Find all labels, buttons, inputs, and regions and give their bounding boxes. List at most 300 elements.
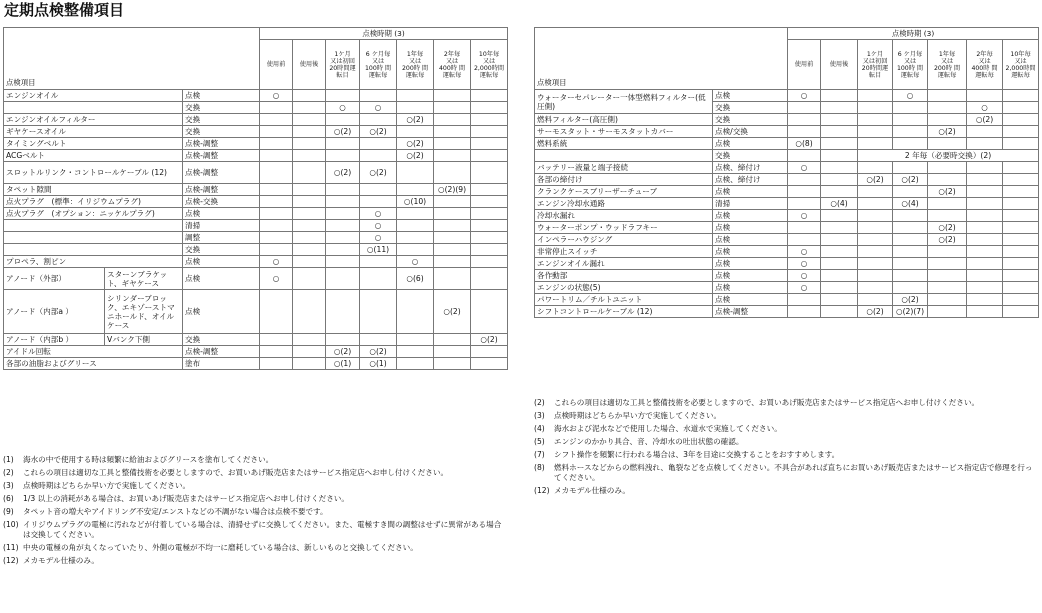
item-name: アノード（内部a ）	[4, 290, 105, 334]
schedule-mark: ○(2)	[360, 346, 397, 358]
schedule-mark	[821, 138, 858, 150]
schedule-mark	[434, 196, 471, 208]
item-action: 交換	[183, 244, 260, 256]
schedule-mark	[360, 268, 397, 290]
schedule-mark	[260, 334, 293, 346]
footnote	[3, 455, 507, 465]
item-name: エンジンオイル	[4, 90, 183, 102]
schedule-mark	[260, 358, 293, 370]
schedule-mark	[260, 290, 293, 334]
schedule-mark: ○(10)	[397, 196, 434, 208]
schedule-mark	[967, 126, 1003, 138]
schedule-mark	[893, 162, 928, 174]
schedule-mark	[260, 126, 293, 138]
header-blank	[4, 28, 260, 90]
footnote-key: (11)	[3, 543, 19, 552]
schedule-mark	[928, 162, 967, 174]
item-action: 点検	[713, 294, 788, 306]
column-header-period: 1年毎 又は 200時 間 運転毎	[397, 40, 434, 90]
schedule-mark	[260, 244, 293, 256]
schedule-mark: ○(2)	[893, 174, 928, 186]
schedule-mark	[397, 334, 434, 346]
schedule-mark	[434, 126, 471, 138]
schedule-mark	[326, 90, 360, 102]
column-header-period: 6 ケ月毎 又は 100時 間 運転毎	[360, 40, 397, 90]
item-name: エンジン冷却水通路	[535, 198, 713, 210]
schedule-mark	[326, 138, 360, 150]
item-action: 点検	[183, 268, 260, 290]
schedule-mark	[893, 258, 928, 270]
schedule-mark	[967, 186, 1003, 198]
schedule-mark: ○(2)	[928, 222, 967, 234]
maintenance-table-left	[3, 27, 508, 370]
schedule-mark: ○(2)	[967, 114, 1003, 126]
schedule-mark	[967, 246, 1003, 258]
table-row	[535, 222, 1039, 234]
column-header-period: 2年毎 又は 400時 間 運転毎	[434, 40, 471, 90]
table-row	[4, 290, 508, 334]
schedule-mark	[434, 220, 471, 232]
schedule-mark	[360, 150, 397, 162]
item-action: 調整	[183, 232, 260, 244]
footnote-text: 中央の電極の角が丸くなっていたり、外側の電極が不均一に磨耗している場合は、新しいものと交換してください。	[23, 543, 418, 552]
item-action: 点検-調整	[713, 306, 788, 318]
schedule-mark: ○(4)	[893, 198, 928, 210]
schedule-mark	[471, 290, 508, 334]
schedule-mark	[260, 196, 293, 208]
footnote-key: (2)	[534, 398, 545, 407]
schedule-mark: ○(2)	[928, 186, 967, 198]
schedule-mark	[434, 138, 471, 150]
schedule-mark	[788, 102, 821, 114]
schedule-mark	[858, 126, 893, 138]
footnote-text: 点検時期はどちらか早い方で実施してください。	[23, 481, 191, 490]
schedule-mark: ○	[788, 210, 821, 222]
schedule-mark: ○(2)(9)	[434, 184, 471, 196]
schedule-mark	[260, 150, 293, 162]
footnotes-left	[3, 455, 507, 569]
item-name: パワートリム／チルトユニット	[535, 294, 713, 306]
table-row	[4, 232, 508, 244]
footnote-text: エンジンのかかり具合、音、冷却水の吐出状態の確認。	[554, 437, 744, 446]
schedule-mark: ○(4)	[821, 198, 858, 210]
footnote	[3, 494, 507, 504]
item-name: エンジンオイル漏れ	[535, 258, 713, 270]
schedule-mark	[858, 138, 893, 150]
table-row	[4, 220, 508, 232]
schedule-mark	[471, 196, 508, 208]
column-header-item: 点検項目	[6, 78, 36, 87]
item-action: 点検-調整	[183, 150, 260, 162]
schedule-mark	[471, 138, 508, 150]
schedule-mark: ○	[360, 220, 397, 232]
schedule-mark	[397, 346, 434, 358]
schedule-mark: ○(2)	[471, 334, 508, 346]
item-action: 点検	[713, 138, 788, 150]
schedule-mark	[397, 90, 434, 102]
footnote-text: これらの項目は適切な工具と整備技術を必要としますので、お買いあげ販売店またはサービス指定店へお申し付けください。	[23, 468, 449, 477]
item-name: タペット隙間	[4, 184, 183, 196]
item-name: 各部の締付け	[535, 174, 713, 186]
schedule-mark	[858, 114, 893, 126]
footnote-text: タペット音の増大やアイドリング不安定/エンストなどの不調がない場合は点検不要です。	[23, 507, 328, 516]
schedule-mark	[260, 208, 293, 220]
schedule-mark: ○(2)	[326, 162, 360, 184]
schedule-mark: ○(2)	[858, 174, 893, 186]
schedule-mark	[967, 282, 1003, 294]
table-row	[535, 126, 1039, 138]
schedule-mark: ○(2)	[434, 290, 471, 334]
item-action: 点検	[713, 90, 788, 102]
schedule-mark	[893, 270, 928, 282]
schedule-mark	[928, 210, 967, 222]
schedule-mark	[788, 126, 821, 138]
schedule-mark: ○	[788, 90, 821, 102]
table-row	[535, 234, 1039, 246]
item-action: 点検	[713, 186, 788, 198]
schedule-mark	[967, 210, 1003, 222]
schedule-mark	[893, 102, 928, 114]
column-header-period: 6 ケ月毎 又は 100時 間 運転毎	[893, 40, 928, 90]
schedule-mark: ○	[360, 208, 397, 220]
schedule-mark	[788, 114, 821, 126]
schedule-mark	[360, 138, 397, 150]
schedule-mark	[893, 138, 928, 150]
item-name: バッテリー液量と端子接続	[535, 162, 713, 174]
table-row	[4, 162, 508, 184]
schedule-mark	[928, 270, 967, 282]
schedule-mark	[1003, 222, 1039, 234]
footnote	[534, 486, 1038, 496]
schedule-mark: ○(2)(7)	[893, 306, 928, 318]
column-header-period: 1ケ月 又は初回 20時間運 転目	[858, 40, 893, 90]
item-name: 点火プラグ (標準：イリジウムプラグ)	[4, 196, 183, 208]
item-action: 点検-調整	[183, 138, 260, 150]
schedule-mark	[1003, 282, 1039, 294]
schedule-mark	[858, 90, 893, 102]
item-action: 交換	[183, 102, 260, 114]
schedule-mark	[471, 150, 508, 162]
schedule-mark	[397, 162, 434, 184]
table-row	[4, 346, 508, 358]
schedule-mark	[821, 174, 858, 186]
schedule-mark	[967, 294, 1003, 306]
schedule-mark	[293, 290, 326, 334]
item-action: 点検	[183, 290, 260, 334]
schedule-mark: ○(2)	[893, 294, 928, 306]
item-name: 非常停止スイッチ	[535, 246, 713, 258]
schedule-mark	[967, 90, 1003, 102]
item-action: 点検-調整	[183, 162, 260, 184]
schedule-mark	[293, 150, 326, 162]
item-action: 交換	[183, 126, 260, 138]
schedule-mark	[471, 208, 508, 220]
schedule-mark	[260, 102, 293, 114]
table-row	[4, 334, 508, 346]
table-row	[535, 198, 1039, 210]
header-blank	[535, 28, 788, 90]
table-row	[4, 126, 508, 138]
item-name: アノード（内部b ）	[4, 334, 105, 346]
schedule-mark	[360, 334, 397, 346]
item-action: 清掃	[713, 198, 788, 210]
schedule-mark: ○(2)	[397, 150, 434, 162]
schedule-span: 2 年毎（必要時交換）(2)	[858, 150, 1039, 162]
schedule-mark	[434, 102, 471, 114]
schedule-mark	[397, 220, 434, 232]
table-row	[4, 208, 508, 220]
column-header-period: 使用後	[821, 40, 858, 90]
schedule-mark: ○(2)	[360, 126, 397, 138]
schedule-mark	[1003, 102, 1039, 114]
schedule-mark	[434, 256, 471, 268]
schedule-mark	[434, 114, 471, 126]
schedule-mark	[1003, 246, 1039, 258]
schedule-mark	[821, 186, 858, 198]
schedule-mark	[967, 306, 1003, 318]
schedule-mark: ○(1)	[326, 358, 360, 370]
table-row	[535, 138, 1039, 150]
schedule-mark	[928, 114, 967, 126]
footnote	[3, 543, 507, 553]
schedule-mark: ○	[260, 90, 293, 102]
schedule-mark	[326, 184, 360, 196]
schedule-mark	[928, 294, 967, 306]
column-group-period: 点検時期 (3)	[788, 28, 1039, 40]
footnote-text: 1/3 以上の消耗がある場合は、お買いあげ販売店またはサービス指定店へお申し付けください。	[23, 494, 349, 503]
footnote-text: 燃料ホースなどからの燃料洩れ、亀裂などを点検してください。不具合があれば直ちにお買いあげ販売店またはサービス指定店で修理を行ってください。	[554, 463, 1033, 482]
item-name: 冷却水漏れ	[535, 210, 713, 222]
schedule-mark	[293, 268, 326, 290]
item-subpart: シリンダーブロック、エキゾーストマニホールド、オイルケース	[105, 290, 183, 334]
item-name: ウォーターポンプ・ウッドラフキー	[535, 222, 713, 234]
table-row	[535, 306, 1039, 318]
schedule-mark	[893, 246, 928, 258]
footnote-text: 海水の中で使用する時は頻繁に給油およびグリースを塗布してください。	[23, 455, 274, 464]
schedule-mark	[293, 346, 326, 358]
schedule-mark	[1003, 258, 1039, 270]
schedule-mark	[821, 126, 858, 138]
schedule-mark	[471, 114, 508, 126]
schedule-mark	[821, 114, 858, 126]
schedule-mark: ○(2)	[397, 114, 434, 126]
item-action: 点検	[183, 256, 260, 268]
footnote-text: メカモデル仕様のみ。	[23, 556, 100, 565]
schedule-mark	[821, 210, 858, 222]
table-row	[4, 196, 508, 208]
schedule-mark	[434, 232, 471, 244]
footnote-text: シフト操作を頻繁に行われる場合は、3年を目途に交換することをおすすめします。	[554, 450, 840, 459]
schedule-mark	[858, 270, 893, 282]
item-action: 清掃	[183, 220, 260, 232]
footnote	[3, 481, 507, 491]
schedule-mark	[858, 294, 893, 306]
schedule-mark	[434, 208, 471, 220]
schedule-mark	[1003, 306, 1039, 318]
schedule-mark	[434, 358, 471, 370]
schedule-mark: ○	[788, 162, 821, 174]
schedule-mark	[434, 334, 471, 346]
schedule-mark	[928, 174, 967, 186]
schedule-mark	[1003, 90, 1039, 102]
item-name: インペラーハウジング	[535, 234, 713, 246]
schedule-mark: ○	[788, 246, 821, 258]
column-header-period: 10年毎 又は 2,000時間 運転毎	[471, 40, 508, 90]
schedule-mark	[858, 210, 893, 222]
schedule-mark	[397, 232, 434, 244]
schedule-mark	[326, 268, 360, 290]
schedule-mark	[858, 222, 893, 234]
footnote-key: (3)	[3, 481, 14, 490]
schedule-mark	[1003, 162, 1039, 174]
column-header-period: 使用後	[293, 40, 326, 90]
schedule-mark	[397, 290, 434, 334]
schedule-mark	[471, 220, 508, 232]
schedule-mark: ○(11)	[360, 244, 397, 256]
schedule-mark	[434, 244, 471, 256]
item-action: 点検	[713, 246, 788, 258]
item-name: ウォーターセパレーター一体型燃料フィルター(低圧側)	[535, 90, 713, 114]
schedule-mark	[928, 198, 967, 210]
schedule-mark	[821, 258, 858, 270]
schedule-mark	[928, 282, 967, 294]
schedule-mark	[788, 294, 821, 306]
table-row	[4, 358, 508, 370]
schedule-mark	[788, 186, 821, 198]
schedule-mark	[260, 114, 293, 126]
item-name: シフトコントロールケーブル (12)	[535, 306, 713, 318]
schedule-mark	[821, 150, 858, 162]
table-row	[4, 256, 508, 268]
schedule-mark: ○(2)	[326, 346, 360, 358]
schedule-mark	[821, 306, 858, 318]
item-subpart: Vバンク下側	[105, 334, 183, 346]
item-name: アイドル回転	[4, 346, 183, 358]
table-row	[4, 268, 508, 290]
footnote-text: メカモデル仕様のみ。	[554, 486, 631, 495]
schedule-mark	[1003, 126, 1039, 138]
footnote	[534, 437, 1038, 447]
item-action: 点検	[183, 90, 260, 102]
schedule-mark	[471, 244, 508, 256]
table-row	[535, 210, 1039, 222]
schedule-mark	[360, 114, 397, 126]
column-header-period: 使用前	[260, 40, 293, 90]
schedule-mark	[858, 102, 893, 114]
schedule-mark	[471, 232, 508, 244]
footnote-key: (6)	[3, 494, 14, 503]
schedule-mark	[928, 306, 967, 318]
schedule-mark	[293, 244, 326, 256]
schedule-mark: ○	[326, 102, 360, 114]
schedule-mark	[858, 246, 893, 258]
schedule-mark: ○(2)	[397, 138, 434, 150]
footnote	[3, 507, 507, 517]
schedule-mark	[326, 220, 360, 232]
item-action: 点検/交換	[713, 126, 788, 138]
schedule-mark	[788, 198, 821, 210]
footnote	[534, 450, 1038, 460]
footnote-key: (1)	[3, 455, 14, 464]
item-name: 各部の油脂およびグリース	[4, 358, 183, 370]
schedule-mark	[1003, 294, 1039, 306]
schedule-mark	[821, 270, 858, 282]
schedule-mark	[397, 102, 434, 114]
schedule-mark	[821, 90, 858, 102]
schedule-mark	[397, 208, 434, 220]
schedule-mark	[821, 234, 858, 246]
schedule-mark	[397, 244, 434, 256]
schedule-mark: ○(2)	[326, 126, 360, 138]
schedule-mark	[858, 282, 893, 294]
schedule-mark	[1003, 174, 1039, 186]
item-name: タイミングベルト	[4, 138, 183, 150]
item-action: 交換	[713, 114, 788, 126]
footnotes-right	[534, 398, 1038, 499]
column-header-period: 2年毎 又は 400時 間 運転毎	[967, 40, 1003, 90]
schedule-mark: ○	[788, 258, 821, 270]
schedule-mark	[471, 162, 508, 184]
schedule-mark	[821, 102, 858, 114]
schedule-mark	[821, 294, 858, 306]
schedule-mark	[471, 126, 508, 138]
footnote-key: (7)	[534, 450, 545, 459]
schedule-mark	[1003, 234, 1039, 246]
item-action: 点検、締付け	[713, 162, 788, 174]
item-name: ギヤケースオイル	[4, 126, 183, 138]
schedule-mark: ○	[788, 282, 821, 294]
schedule-mark	[967, 198, 1003, 210]
schedule-mark	[360, 256, 397, 268]
column-header-period: 1年毎 又は 200時 間 運転毎	[928, 40, 967, 90]
schedule-mark	[293, 232, 326, 244]
table-row	[535, 114, 1039, 126]
item-action: 塗布	[183, 358, 260, 370]
schedule-mark: ○(1)	[360, 358, 397, 370]
schedule-mark	[293, 90, 326, 102]
item-name: プロペラ、割ピン	[4, 256, 183, 268]
item-name: エンジンオイルフィルター	[4, 114, 183, 126]
schedule-mark	[397, 126, 434, 138]
item-name: 点火プラグ (オプション：ニッケルプラグ)	[4, 208, 183, 220]
schedule-mark	[1003, 114, 1039, 126]
schedule-mark	[260, 346, 293, 358]
schedule-mark: ○	[260, 256, 293, 268]
schedule-mark	[360, 196, 397, 208]
schedule-mark: ○	[788, 270, 821, 282]
schedule-mark	[471, 90, 508, 102]
schedule-mark	[293, 208, 326, 220]
schedule-mark	[1003, 138, 1039, 150]
schedule-mark	[967, 222, 1003, 234]
schedule-mark	[360, 184, 397, 196]
schedule-mark	[471, 184, 508, 196]
item-name	[535, 150, 713, 162]
schedule-mark	[821, 162, 858, 174]
schedule-mark	[858, 186, 893, 198]
item-name: クランクケースブリーザーチューブ	[535, 186, 713, 198]
schedule-mark	[928, 258, 967, 270]
table-row	[535, 282, 1039, 294]
schedule-mark	[293, 162, 326, 184]
table-row	[535, 90, 1039, 102]
schedule-mark	[788, 234, 821, 246]
footnote	[534, 463, 1038, 483]
schedule-mark	[821, 222, 858, 234]
footnote	[534, 424, 1038, 434]
footnote-key: (4)	[534, 424, 545, 433]
schedule-mark	[397, 184, 434, 196]
